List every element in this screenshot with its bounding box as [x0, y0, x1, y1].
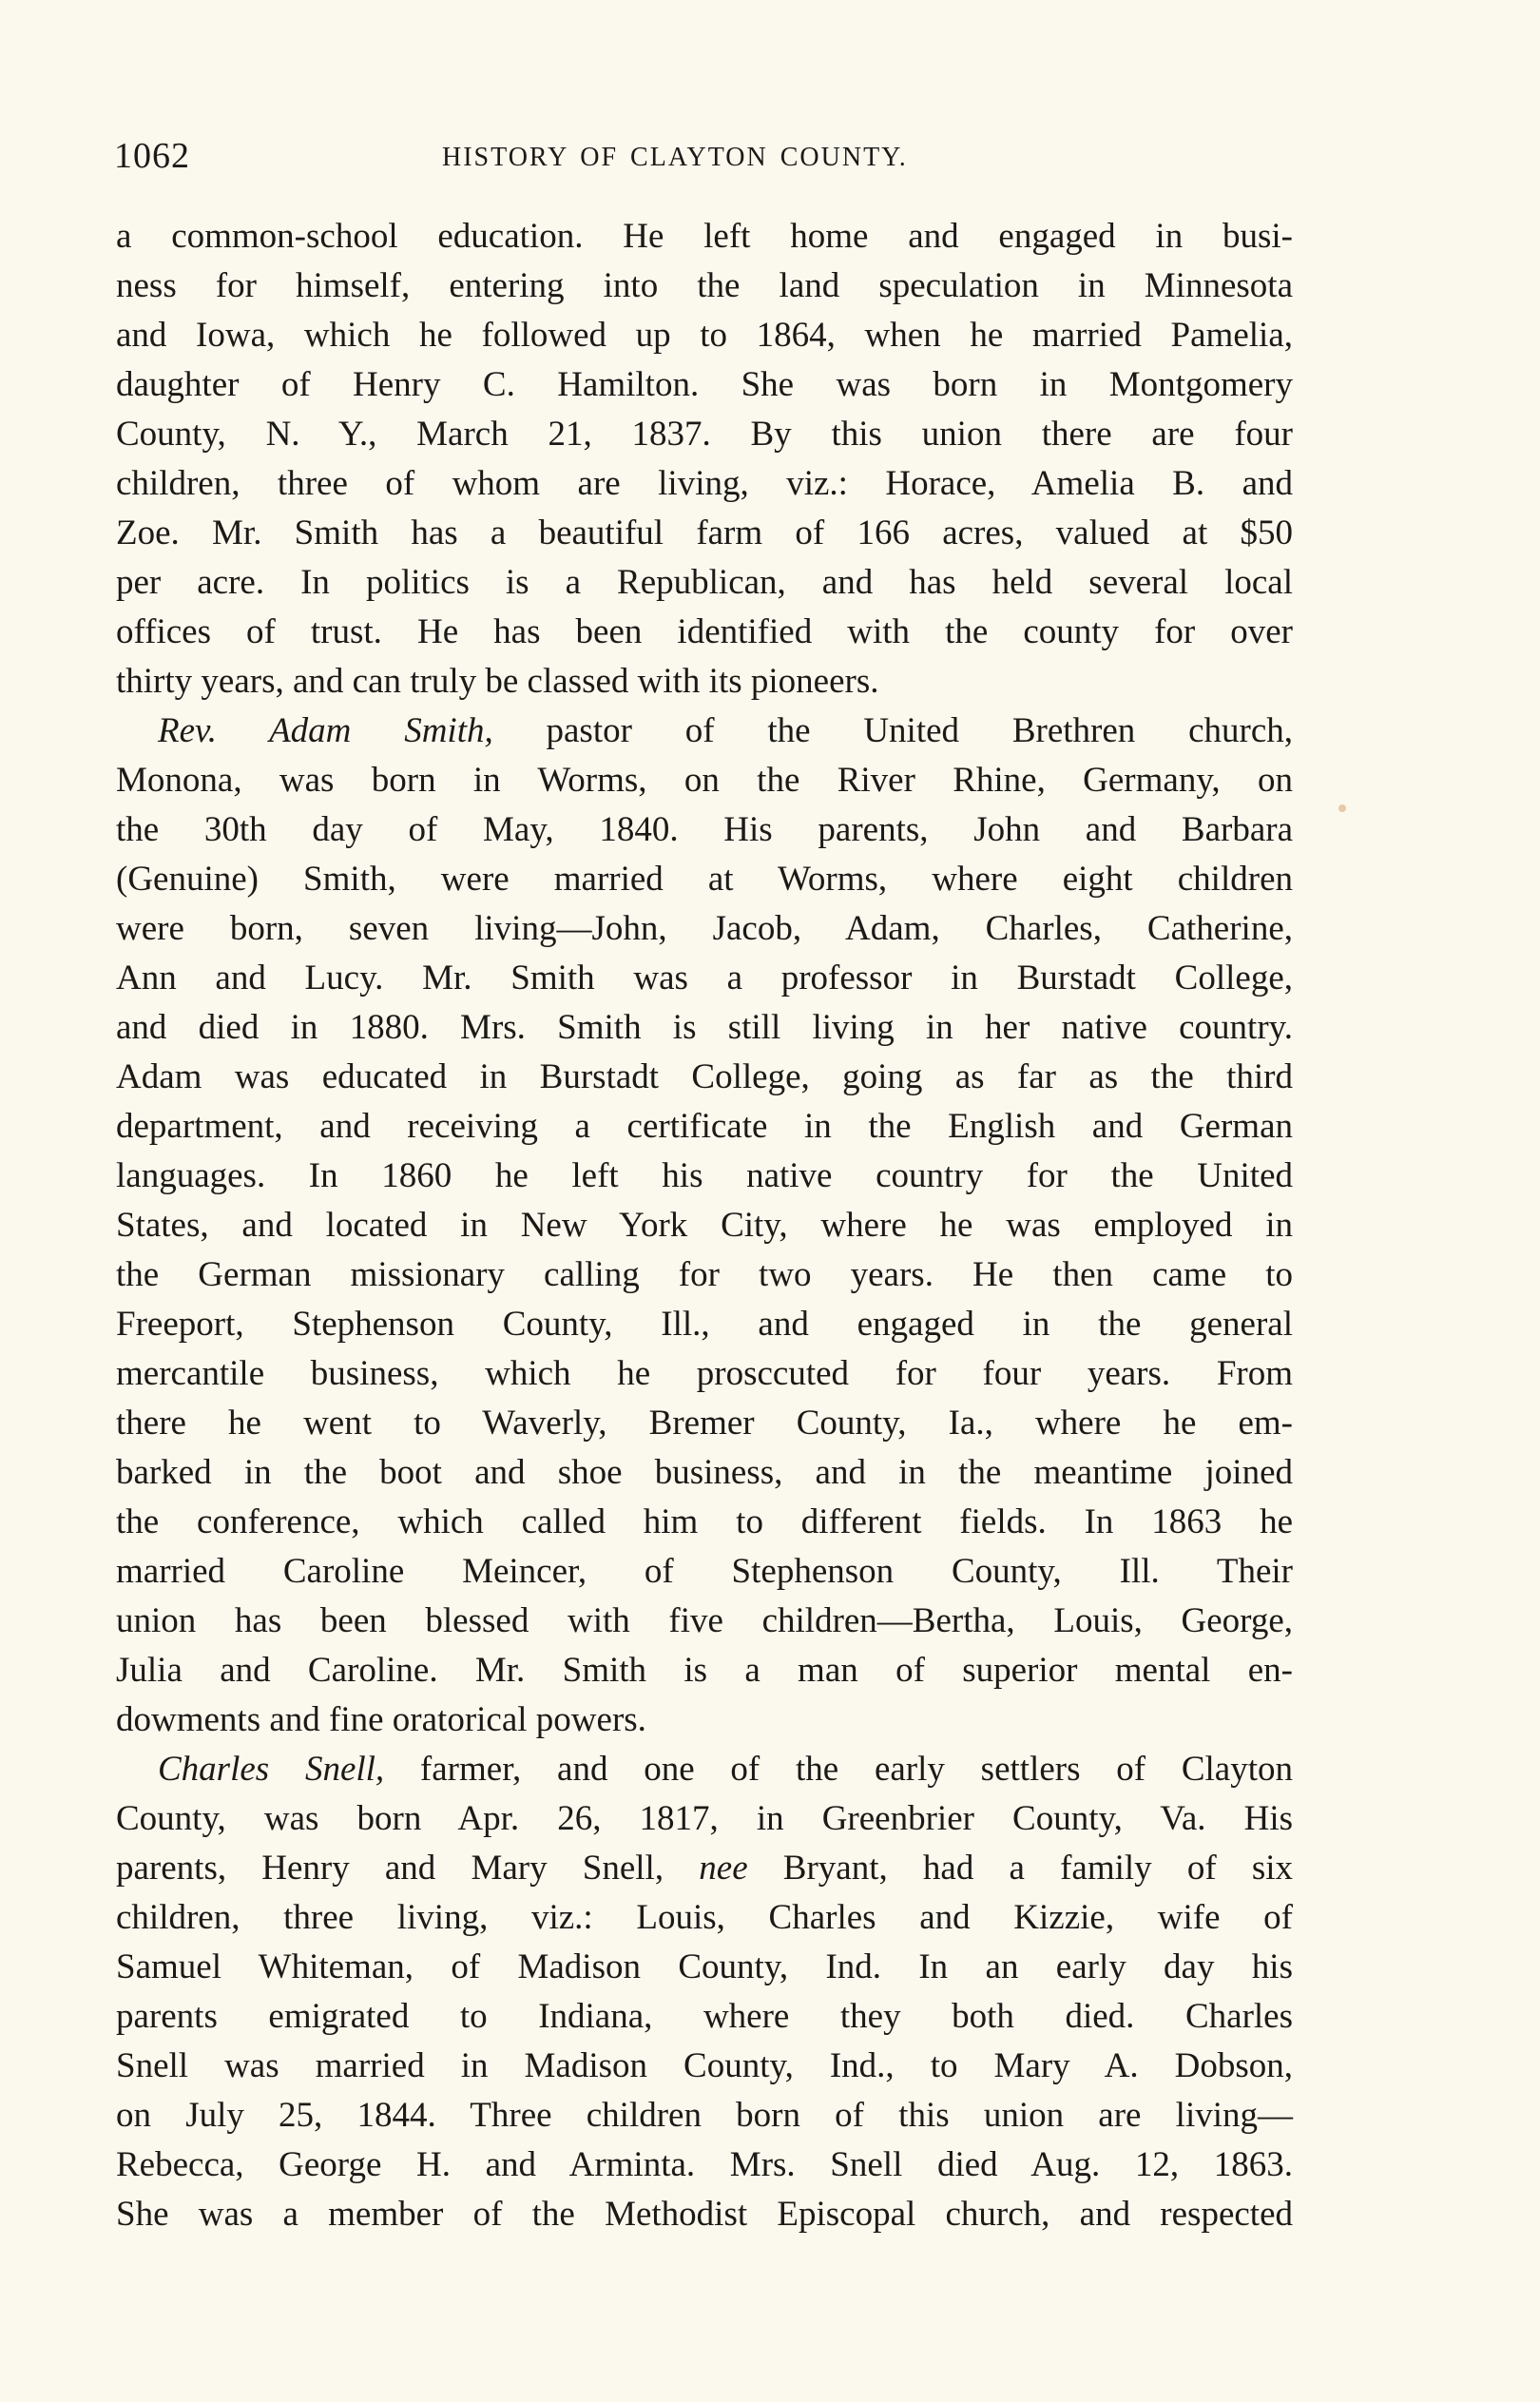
text-line: County, N. Y., March 21, 1837. By this union there are four — [116, 415, 1293, 454]
text-line — [116, 1844, 1293, 1893]
text-line: Samuel Whiteman, of Madison County, Ind. In an early day his — [116, 1947, 1293, 1986]
text-line: Freeport, Stephenson County, Ill., and engaged in the general — [116, 1305, 1293, 1344]
text-line: were born, seven living—John, Jacob, Adam, Charles, Catherine, — [116, 909, 1293, 948]
text-line: County, was born Apr. 26, 1817, in Greenbrier County, Va. His — [116, 1799, 1293, 1838]
text-line: there he went to Waverly, Bremer County, Ia., where he em- — [116, 1404, 1293, 1443]
text-line: ness for himself, entering into the land speculation in Minnesota — [116, 266, 1293, 305]
text-line: Snell was married in Madison County, Ind., to Mary A. Dobson, — [116, 2046, 1293, 2085]
text-line: offices of trust. He has been identified with the county for over — [116, 612, 1293, 651]
biography-name: Rev. Adam Smith, — [158, 711, 493, 750]
text-run: farmer, and one of the early settlers of Clayton — [384, 1750, 1293, 1789]
text-line: children, three of whom are living, viz.: Horace, Amelia B. and — [116, 464, 1293, 503]
text-line: parents emigrated to Indiana, where they both died. Charles — [116, 1997, 1293, 2036]
text-line: union has been blessed with five children—Bertha, Louis, George, — [116, 1601, 1293, 1640]
paragraph-3 — [116, 1745, 1293, 2239]
text-line: States, and located in New York City, where he was employed in — [116, 1206, 1293, 1245]
text-line: Rebecca, George H. and Arminta. Mrs. Snell died Aug. 12, 1863. — [116, 2145, 1293, 2184]
page-number: 1062 — [114, 136, 190, 176]
text-line: Monona, was born in Worms, on the River Rhine, Germany, on — [116, 761, 1293, 800]
text-line: daughter of Henry C. Hamilton. She was born in Montgomery — [116, 365, 1293, 404]
text-run: pastor of the United Brethren church, — [492, 711, 1293, 750]
text-line: children, three living, viz.: Louis, Charles and Kizzie, wife of — [116, 1898, 1293, 1937]
text-line: the German missionary calling for two years. He then came to — [116, 1255, 1293, 1294]
text-line — [116, 1745, 1293, 1794]
text-run: Bryant, had a family of six — [782, 1849, 1294, 1888]
text-line: (Genuine) Smith, were married at Worms, where eight children — [116, 860, 1293, 899]
text-line: thirty years, and can truly be classed with its pioneers. — [116, 662, 879, 701]
paragraph-2 — [116, 707, 1293, 1745]
text-body — [116, 212, 1293, 2239]
text-line: Zoe. Mr. Smith has a beautiful farm of 166 acres, valued at $50 — [116, 513, 1293, 552]
text-line: a common-school education. He left home and engaged in busi- — [116, 217, 1293, 256]
text-run: parents, Henry and Mary Snell, — [116, 1849, 664, 1888]
text-line: the 30th day of May, 1840. His parents, John and Barbara — [116, 810, 1293, 849]
paragraph-1 — [116, 212, 1293, 707]
text-line: Julia and Caroline. Mr. Smith is a man of superior mental en- — [116, 1651, 1293, 1690]
paper-speck — [1338, 804, 1346, 812]
text-line: and Iowa, which he followed up to 1864, when he married Pamelia, — [116, 316, 1293, 355]
text-line: mercantile business, which he prosccuted for four years. From — [116, 1354, 1293, 1393]
text-line: per acre. In politics is a Republican, and has held several local — [116, 563, 1293, 602]
biography-name: Charles Snell, — [158, 1750, 385, 1789]
text-line: barked in the boot and shoe business, and in the meantime joined — [116, 1453, 1293, 1492]
text-line: and died in 1880. Mrs. Smith is still living in her native country. — [116, 1008, 1293, 1047]
text-line: Adam was educated in Burstadt College, going as far as the third — [116, 1057, 1293, 1096]
text-line: on July 25, 1844. Three children born of this union are living— — [116, 2096, 1293, 2135]
text-line — [116, 707, 1293, 756]
text-line: languages. In 1860 he left his native country for the United — [116, 1156, 1293, 1195]
italic-word: nee — [699, 1849, 748, 1888]
text-line: department, and receiving a certificate in the English and German — [116, 1107, 1293, 1146]
text-line: dowments and fine oratorical powers. — [116, 1700, 646, 1739]
text-line: Ann and Lucy. Mr. Smith was a professor in Burstadt College, — [116, 959, 1293, 998]
text-line: the conference, which called him to different fields. In 1863 he — [116, 1502, 1293, 1541]
page-header — [114, 135, 1293, 176]
text-line: She was a member of the Methodist Episcopal church, and respected — [116, 2195, 1293, 2234]
running-title: HISTORY OF CLAYTON COUNTY. — [442, 143, 908, 172]
text-line: married Caroline Meincer, of Stephenson County, Ill. Their — [116, 1552, 1293, 1591]
